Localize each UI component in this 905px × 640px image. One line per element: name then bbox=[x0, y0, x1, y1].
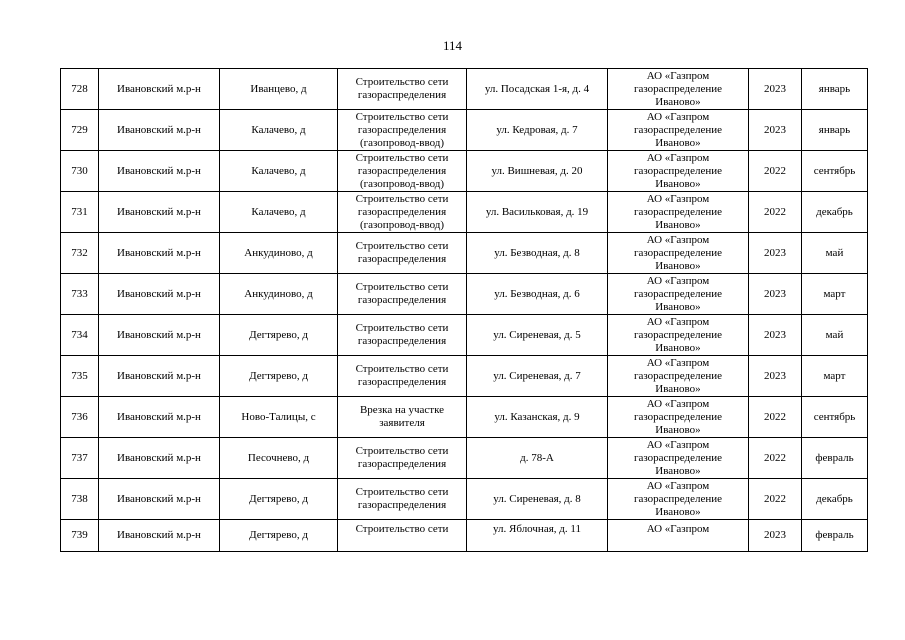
year-cell: 2022 bbox=[749, 151, 802, 192]
year-cell: 2023 bbox=[749, 315, 802, 356]
month-cell: сентябрь bbox=[802, 397, 868, 438]
table-row bbox=[61, 479, 868, 520]
locality-cell: Дегтярево, д bbox=[220, 520, 338, 552]
address-cell: ул. Вишневая, д. 20 bbox=[467, 151, 608, 192]
year-cell: 2022 bbox=[749, 438, 802, 479]
year-cell: 2023 bbox=[749, 274, 802, 315]
work-type-cell: Строительство сети газораспределения (газопровод-ввод) bbox=[338, 192, 467, 233]
district-cell: Ивановский м.р-н bbox=[99, 233, 220, 274]
table-row bbox=[61, 151, 868, 192]
district-cell: Ивановский м.р-н bbox=[99, 520, 220, 552]
work-type-cell: Строительство сети газораспределения bbox=[338, 356, 467, 397]
month-cell: март bbox=[802, 356, 868, 397]
district-cell: Ивановский м.р-н bbox=[99, 315, 220, 356]
month-cell: сентябрь bbox=[802, 151, 868, 192]
month-cell: декабрь bbox=[802, 479, 868, 520]
work-type-cell: Строительство сети газораспределения bbox=[338, 479, 467, 520]
work-type-cell: Строительство сети газораспределения bbox=[338, 274, 467, 315]
district-cell: Ивановский м.р-н bbox=[99, 151, 220, 192]
address-cell: ул. Сиреневая, д. 5 bbox=[467, 315, 608, 356]
row-number: 739 bbox=[61, 520, 99, 552]
locality-cell: Калачево, д bbox=[220, 192, 338, 233]
address-cell: ул. Посадская 1-я, д. 4 bbox=[467, 69, 608, 110]
row-number: 736 bbox=[61, 397, 99, 438]
table-row bbox=[61, 438, 868, 479]
month-cell: январь bbox=[802, 69, 868, 110]
year-cell: 2022 bbox=[749, 397, 802, 438]
address-cell: д. 78-А bbox=[467, 438, 608, 479]
locality-cell: Песочнево, д bbox=[220, 438, 338, 479]
locality-cell: Калачево, д bbox=[220, 151, 338, 192]
month-cell: март bbox=[802, 274, 868, 315]
locality-cell: Дегтярево, д bbox=[220, 479, 338, 520]
district-cell: Ивановский м.р-н bbox=[99, 274, 220, 315]
organization-cell: АО «Газпром bbox=[608, 520, 749, 552]
row-number: 734 bbox=[61, 315, 99, 356]
address-cell: ул. Сиреневая, д. 8 bbox=[467, 479, 608, 520]
row-number: 731 bbox=[61, 192, 99, 233]
work-type-cell: Строительство сети газораспределения (газопровод-ввод) bbox=[338, 110, 467, 151]
organization-cell: АО «Газпром газораспределение Иваново» bbox=[608, 274, 749, 315]
month-cell: май bbox=[802, 315, 868, 356]
year-cell: 2023 bbox=[749, 356, 802, 397]
address-cell: ул. Безводная, д. 8 bbox=[467, 233, 608, 274]
organization-cell: АО «Газпром газораспределение Иваново» bbox=[608, 69, 749, 110]
district-cell: Ивановский м.р-н bbox=[99, 110, 220, 151]
work-type-cell: Строительство сети bbox=[338, 520, 467, 552]
row-number: 732 bbox=[61, 233, 99, 274]
year-cell: 2023 bbox=[749, 69, 802, 110]
organization-cell: АО «Газпром газораспределение Иваново» bbox=[608, 151, 749, 192]
district-cell: Ивановский м.р-н bbox=[99, 438, 220, 479]
year-cell: 2023 bbox=[749, 233, 802, 274]
table-row bbox=[61, 192, 868, 233]
district-cell: Ивановский м.р-н bbox=[99, 356, 220, 397]
table-row bbox=[61, 233, 868, 274]
work-type-cell: Строительство сети газораспределения (газопровод-ввод) bbox=[338, 151, 467, 192]
work-type-cell: Врезка на участке заявителя bbox=[338, 397, 467, 438]
year-cell: 2023 bbox=[749, 520, 802, 552]
work-type-cell: Строительство сети газораспределения bbox=[338, 438, 467, 479]
registry-table bbox=[60, 68, 868, 552]
table-row bbox=[61, 315, 868, 356]
address-cell: ул. Казанская, д. 9 bbox=[467, 397, 608, 438]
district-cell: Ивановский м.р-н bbox=[99, 479, 220, 520]
locality-cell: Дегтярево, д bbox=[220, 315, 338, 356]
table-row bbox=[61, 520, 868, 552]
locality-cell: Калачево, д bbox=[220, 110, 338, 151]
row-number: 738 bbox=[61, 479, 99, 520]
page-number: 114 bbox=[442, 38, 463, 53]
address-cell: ул. Яблочная, д. 11 bbox=[467, 520, 608, 552]
locality-cell: Анкудиново, д bbox=[220, 233, 338, 274]
organization-cell: АО «Газпром газораспределение Иваново» bbox=[608, 192, 749, 233]
locality-cell: Ново-Талицы, с bbox=[220, 397, 338, 438]
month-cell: май bbox=[802, 233, 868, 274]
district-cell: Ивановский м.р-н bbox=[99, 397, 220, 438]
organization-cell: АО «Газпром газораспределение Иваново» bbox=[608, 438, 749, 479]
row-number: 728 bbox=[61, 69, 99, 110]
address-cell: ул. Сиреневая, д. 7 bbox=[467, 356, 608, 397]
organization-cell: АО «Газпром газораспределение Иваново» bbox=[608, 110, 749, 151]
table-row bbox=[61, 397, 868, 438]
work-type-cell: Строительство сети газораспределения bbox=[338, 69, 467, 110]
table-row bbox=[61, 110, 868, 151]
row-number: 735 bbox=[61, 356, 99, 397]
row-number: 737 bbox=[61, 438, 99, 479]
work-type-cell: Строительство сети газораспределения bbox=[338, 315, 467, 356]
organization-cell: АО «Газпром газораспределение Иваново» bbox=[608, 356, 749, 397]
row-number: 729 bbox=[61, 110, 99, 151]
row-number: 733 bbox=[61, 274, 99, 315]
work-type-cell: Строительство сети газораспределения bbox=[338, 233, 467, 274]
organization-cell: АО «Газпром газораспределение Иваново» bbox=[608, 397, 749, 438]
year-cell: 2023 bbox=[749, 110, 802, 151]
row-number: 730 bbox=[61, 151, 99, 192]
address-cell: ул. Кедровая, д. 7 bbox=[467, 110, 608, 151]
locality-cell: Дегтярево, д bbox=[220, 356, 338, 397]
district-cell: Ивановский м.р-н bbox=[99, 69, 220, 110]
organization-cell: АО «Газпром газораспределение Иваново» bbox=[608, 479, 749, 520]
table-row bbox=[61, 356, 868, 397]
month-cell: февраль bbox=[802, 520, 868, 552]
year-cell: 2022 bbox=[749, 479, 802, 520]
month-cell: декабрь bbox=[802, 192, 868, 233]
year-cell: 2022 bbox=[749, 192, 802, 233]
locality-cell: Иванцево, д bbox=[220, 69, 338, 110]
address-cell: ул. Безводная, д. 6 bbox=[467, 274, 608, 315]
organization-cell: АО «Газпром газораспределение Иваново» bbox=[608, 233, 749, 274]
district-cell: Ивановский м.р-н bbox=[99, 192, 220, 233]
month-cell: январь bbox=[802, 110, 868, 151]
address-cell: ул. Васильковая, д. 19 bbox=[467, 192, 608, 233]
locality-cell: Анкудиново, д bbox=[220, 274, 338, 315]
table-row bbox=[61, 274, 868, 315]
table-row bbox=[61, 69, 868, 110]
organization-cell: АО «Газпром газораспределение Иваново» bbox=[608, 315, 749, 356]
month-cell: февраль bbox=[802, 438, 868, 479]
